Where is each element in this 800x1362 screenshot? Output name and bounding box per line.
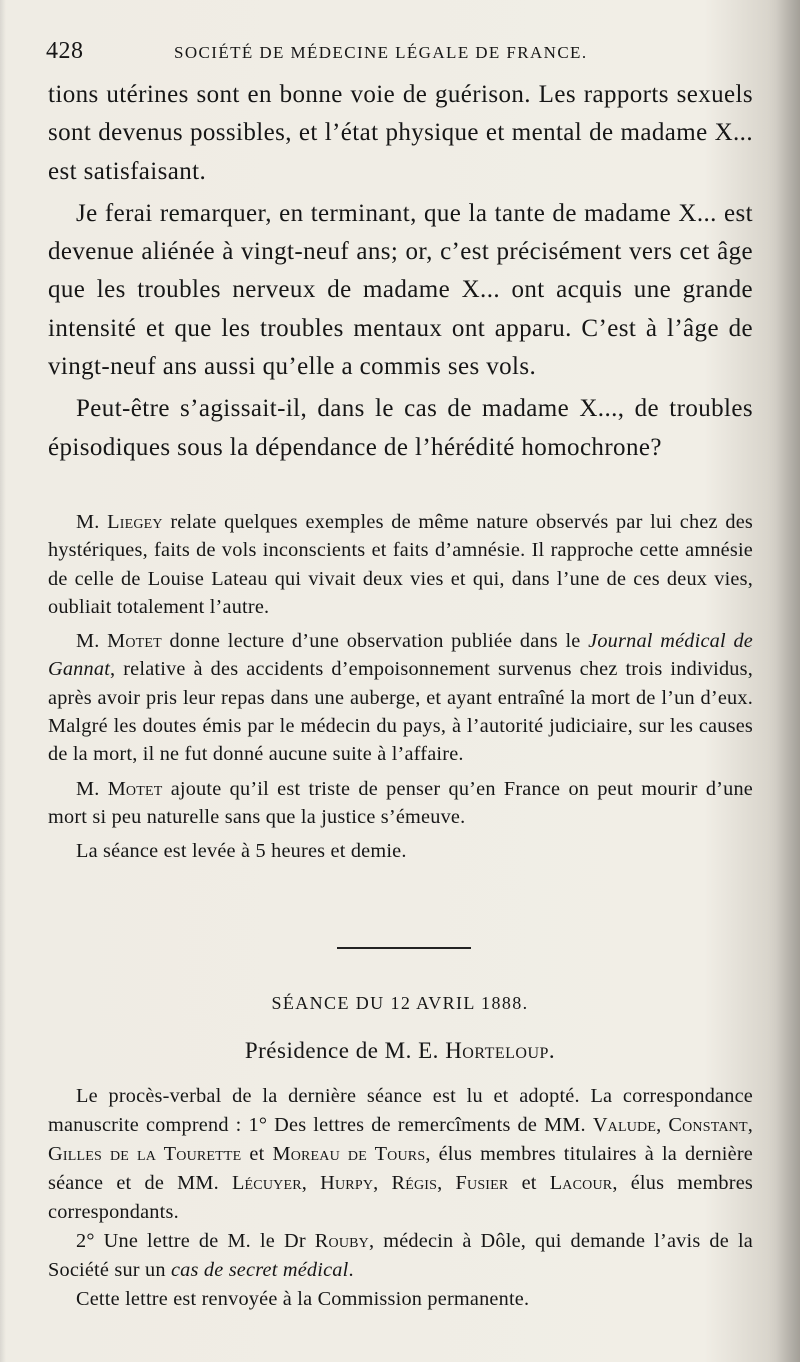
presidence-line <box>0 1038 800 1064</box>
page-left-shadow <box>0 0 6 1362</box>
connector: , élus membres correspondants. <box>48 1172 754 1223</box>
paragraph-text: donne lecture d’une observation publiée dans le <box>161 630 589 653</box>
paragraph-text: relate quelques exemples de même nature observés par lui chez des hystériques, faits de vols inconscients et faits d’amnésie. Il rapproche cette amnésie de celle de Louise Lateau qui vivait deux vies et qui, dans l’une de ces deux vies, oubliait totalement l’autre. <box>48 511 753 618</box>
member-name: Fusier <box>455 1172 509 1194</box>
member-name: Régis <box>391 1172 438 1194</box>
page-number: 428 <box>46 38 84 64</box>
case-title: cas de secret médical <box>170 1259 349 1281</box>
connector: , <box>437 1172 456 1194</box>
connector: et <box>508 1172 550 1194</box>
member-name: Moreau de Tours <box>272 1143 426 1165</box>
session-title: SÉANCE DU 12 AVRIL 1888. <box>271 993 529 1013</box>
member-name: Lacour <box>549 1172 613 1194</box>
connector: , <box>301 1172 321 1194</box>
speaker-name: Motet <box>107 777 163 800</box>
paragraph-text: , médecin à Dôle, qui demande l’avis de la Société sur un <box>48 1230 753 1281</box>
speaker-name: Liegey <box>107 511 163 533</box>
paragraph-referral: Cette lettre est renvoyée à la Commission permanente. <box>76 1288 530 1310</box>
paragraph-rouby-letter <box>48 1227 753 1285</box>
paragraph-large-1: tions utérines sont en bonne voie de guérison. Les rapports sexuels sont devenus possibles, et l’état physique et mental de madame X... est satisfaisant. <box>48 81 753 185</box>
paragraph-text: 2° Une lettre de M. le Dr <box>76 1230 315 1252</box>
paragraph-correspondence <box>48 1082 753 1227</box>
connector: , <box>656 1114 669 1136</box>
member-name: Gilles de la Tourette <box>48 1143 242 1165</box>
doctor-name: Rouby <box>314 1230 369 1252</box>
connector: , <box>747 1114 753 1136</box>
member-name: Valude <box>592 1114 657 1136</box>
paragraph-text: , relative à des accidents d’empoisonnement survenus chez trois individus, après avoir pris leur repas dans une auberge, et ayant entraîné la mort de l’un d’eux. Malgré les doutes émis par le médecin du pays, à l’autorité judiciaire, sur les causes de la mort, il ne fut donné aucune suite à l’affaire. <box>48 658 753 766</box>
main-text-large <box>48 76 753 467</box>
paragraph-text: Le procès-verbal de la dernière séance est lu et adopté. La correspondance manuscrite comprend : 1° Des lettres de remercîments de MM. <box>48 1085 753 1136</box>
connector: , élus membres titulaires à la dernière séance et de MM. <box>48 1143 753 1194</box>
speaker-prefix: M. <box>76 630 108 653</box>
running-title: SOCIÉTÉ DE MÉDECINE LÉGALE DE FRANCE. <box>174 43 588 62</box>
member-name: Hurpy <box>320 1172 374 1194</box>
paragraph-liegey <box>48 508 753 621</box>
paragraph-large-2: Je ferai remarquer, en terminant, que la tante de madame X... est devenue aliénée à vingt-neuf ans; or, c’est précisément vers cet âge que les troubles nerveux de madame X... ont acquis une grande intensité et que les troubles mentaux ont apparu. C’est à l’âge de vingt-neuf ans aussi qu’elle a commis ses vols. <box>48 199 753 381</box>
session-minutes-text <box>48 1082 753 1314</box>
paragraph-motet-2 <box>48 775 753 832</box>
paragraph-text: . <box>348 1259 354 1281</box>
page-right-edge-shadow <box>776 0 800 1362</box>
member-name: Constant <box>668 1114 748 1136</box>
speaker-prefix: M. <box>76 777 108 800</box>
speaker-name: Motet <box>107 630 162 653</box>
section-divider <box>337 947 471 949</box>
discussion-text-small <box>48 508 753 866</box>
member-name: Lécuyer <box>231 1172 302 1194</box>
speaker-prefix: M. <box>76 511 108 533</box>
paragraph-closing: La séance est levée à 5 heures et demie. <box>76 840 407 863</box>
connector: , <box>373 1172 392 1194</box>
presidence-suffix: . <box>548 1038 556 1063</box>
journal-title: Journal médical de Gannat <box>48 630 753 681</box>
paragraph-large-3: Peut-être s’agissait-il, dans le cas de madame X..., de troubles épisodiques sous la dépendance de l’hérédité homochrone? <box>48 395 753 461</box>
presidence-prefix: Présidence de M. E. <box>244 1038 446 1063</box>
page-header <box>46 38 746 68</box>
connector: et <box>241 1143 273 1165</box>
president-name: Horteloup <box>445 1038 549 1063</box>
paragraph-motet-1 <box>48 627 753 768</box>
paragraph-text: ajoute qu’il est triste de penser qu’en France on peut mourir d’une mort si peu naturelle sans que la justice s’émeuve. <box>48 777 753 828</box>
